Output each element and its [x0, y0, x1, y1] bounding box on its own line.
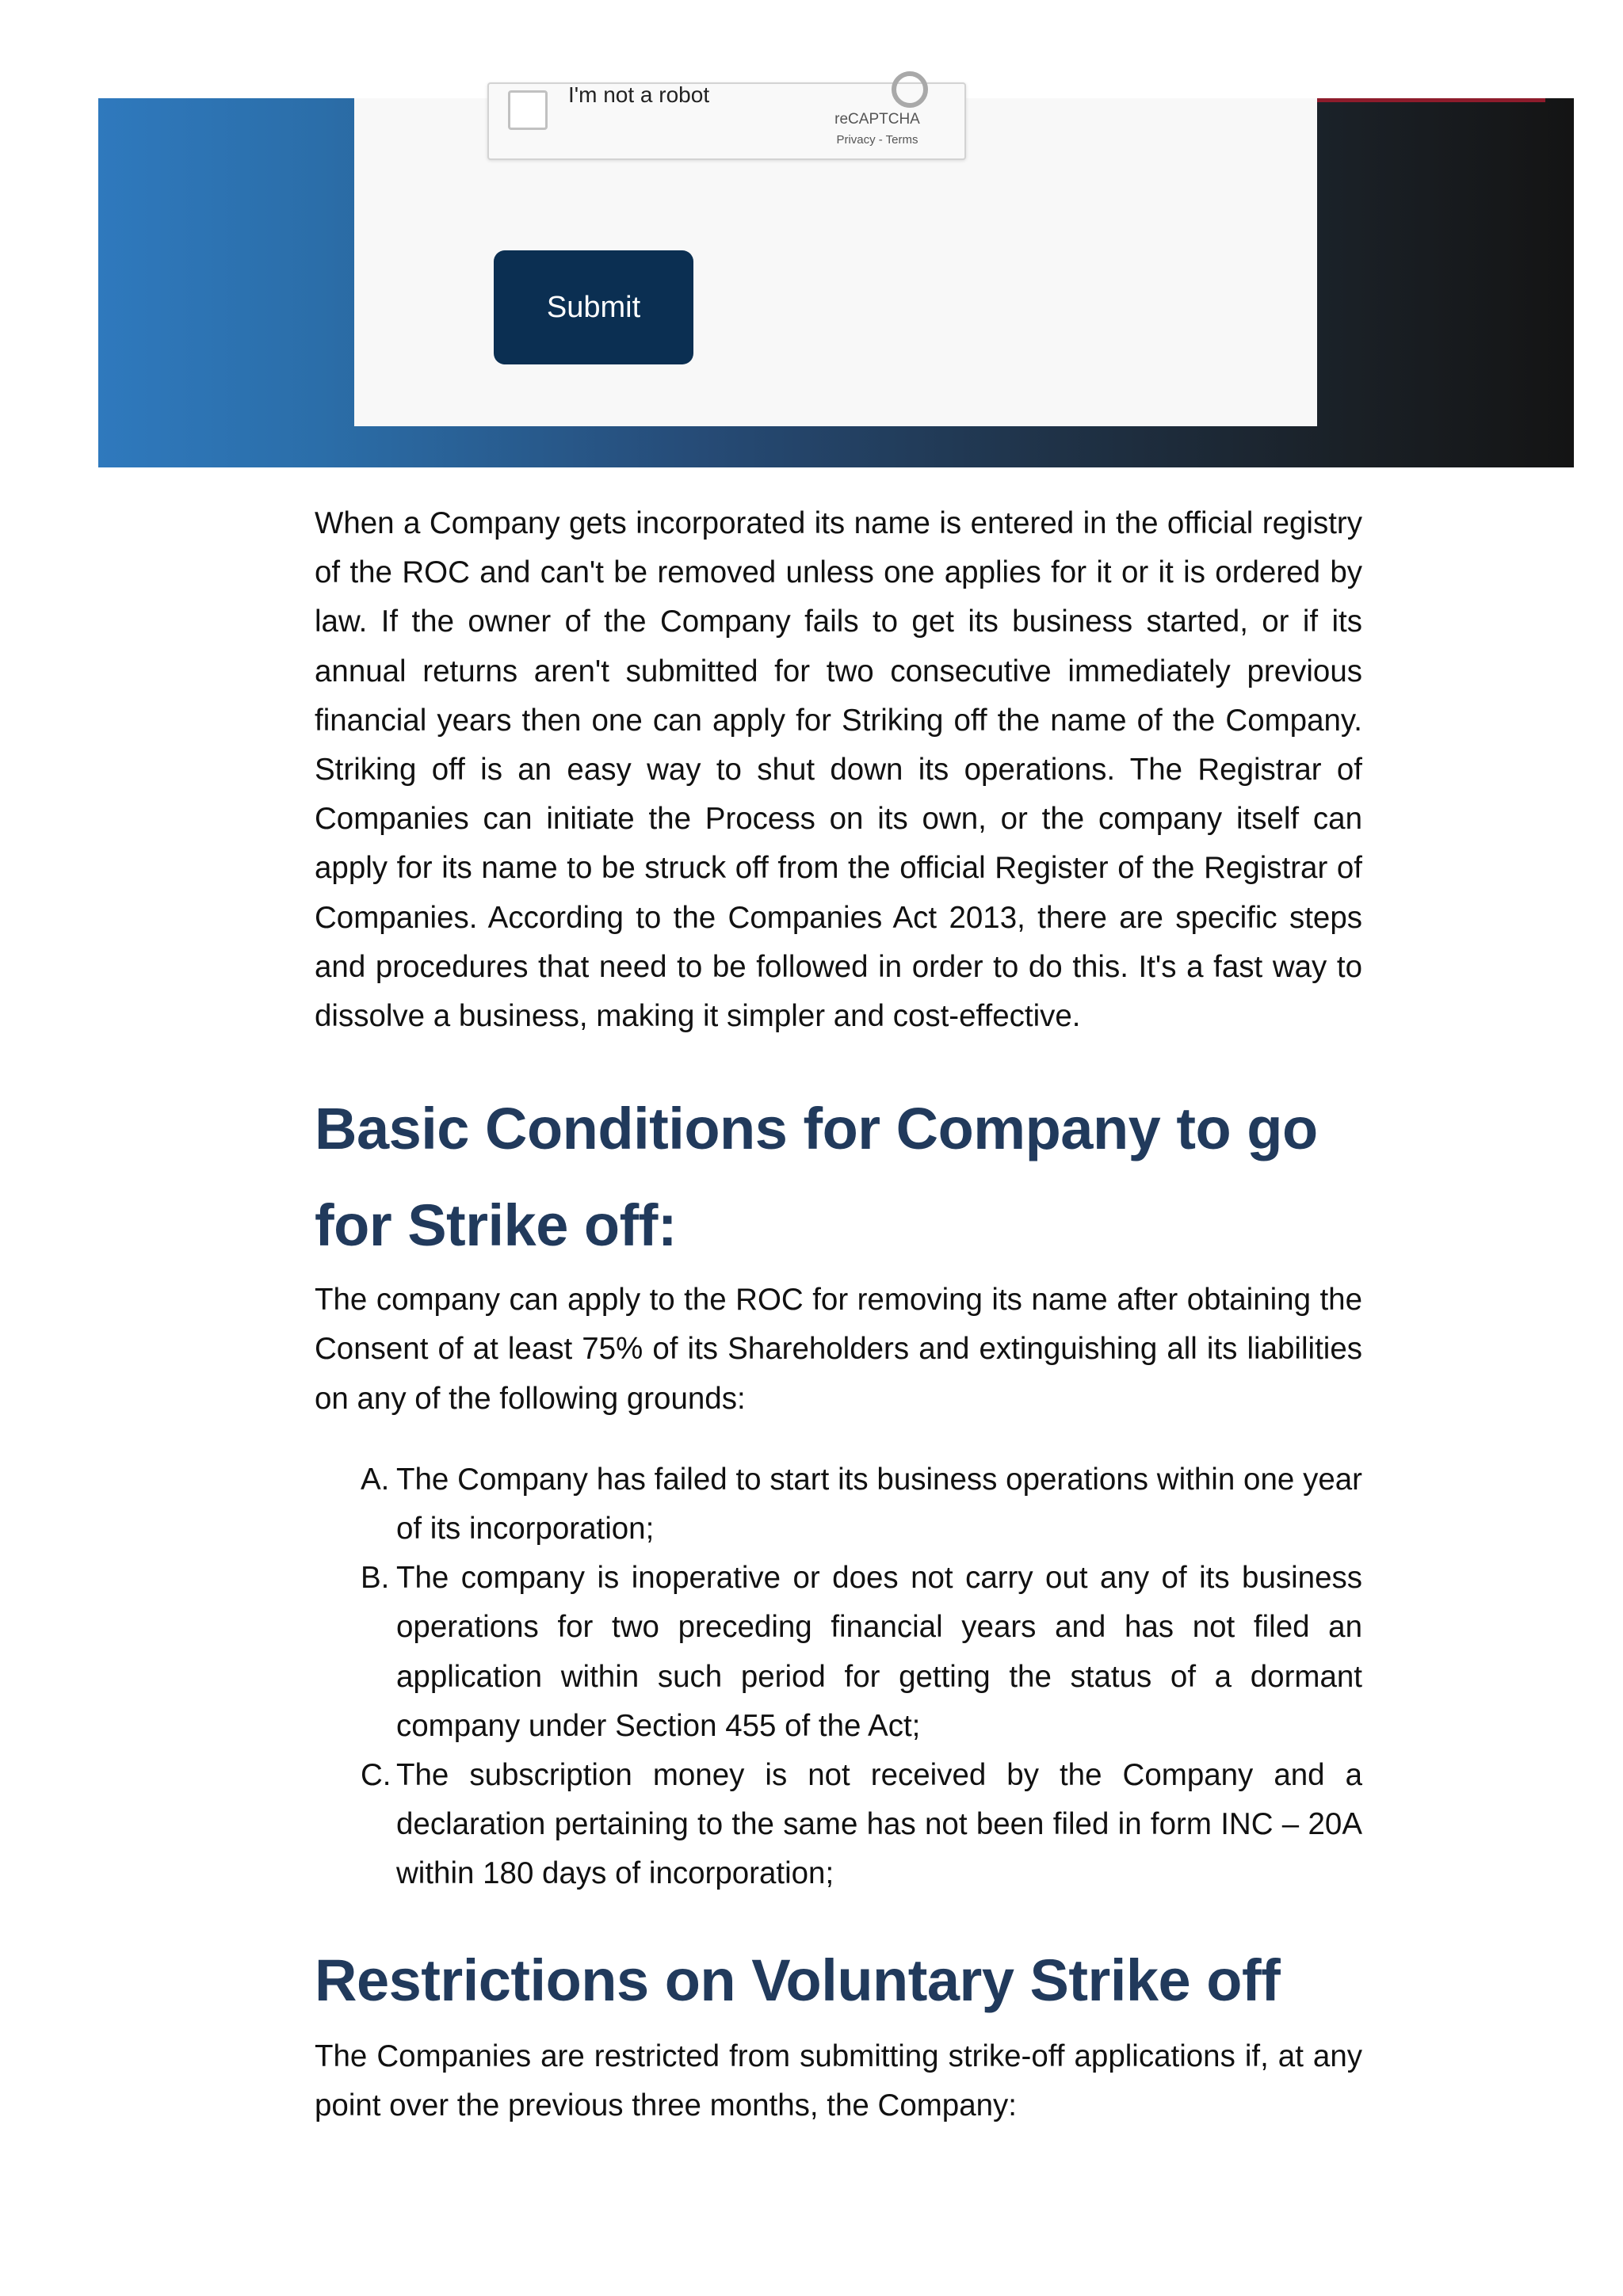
recaptcha-brand: reCAPTCHA: [834, 111, 920, 128]
grounds-list: [315, 1455, 1362, 1899]
intro-paragraph: When a Company gets incorporated its name is entered in the official registry of the ROC and can't be removed unless one applies for it or it is ordered by law. If the owner of the Company fails to get its business started, or if its annual returns aren't submitted for two consecutive immediately previous financial years then one can apply for Striking off the name of the Company. Striking off is an easy way to shut down its operations. The Registrar of Companies can initiate the Process on its own, or the company itself can apply for its name to be struck off from the official Register of the Registrar of Companies. According to the Companies Act 2013, there are specific steps and procedures that need to be followed in order to do this. It's a fast way to dissolve a business, making it simpler and cost-effective.: [315, 506, 1362, 1034]
submit-button[interactable]: Submit: [494, 250, 693, 364]
conditions-heading: Basic Conditions for Company to go for Strike off:: [315, 1096, 1318, 1259]
recaptcha-widget: [487, 82, 966, 160]
restrictions-heading: Restrictions on Voluntary Strike off: [315, 1947, 1281, 2013]
recaptcha-privacy-terms-links[interactable]: Privacy - Terms: [836, 133, 918, 147]
recaptcha-label: I'm not a robot: [568, 82, 710, 107]
list-item: [361, 1455, 1362, 1554]
recaptcha-logo-icon: [892, 71, 928, 108]
list-marker: A.: [361, 1462, 390, 1497]
list-item-text: The company is inoperative or does not carry out any of its business operations for two preceding financial years and has not filed an application within such period for getting the status of a dormant company under Section 455 of the Act;: [396, 1561, 1362, 1743]
list-marker: C.: [361, 1758, 391, 1793]
list-item: [361, 1554, 1362, 1751]
list-item: [361, 1751, 1362, 1899]
contact-form-banner: [98, 82, 1574, 467]
article-content: [315, 499, 1362, 2130]
recaptcha-checkbox[interactable]: [508, 90, 548, 130]
list-item-text: The Company has failed to start its business operations within one year of its incorporation;: [396, 1462, 1362, 1547]
list-item-text: The subscription money is not received by the Company and a declaration pertaining to the same has not been filed in form INC – 20A within 180 days of incorporation;: [396, 1758, 1362, 1891]
contact-form-card: [354, 82, 1317, 426]
conditions-intro-paragraph: The company can apply to the ROC for removing its name after obtaining the Consent of at least 75% of its Shareholders and extinguishing all its liabilities on any of the following grounds:: [315, 1283, 1362, 1416]
list-marker: B.: [361, 1561, 390, 1596]
restrictions-intro-paragraph: The Companies are restricted from submitting strike-off applications if, at any point over the previous three months, the Company:: [315, 2039, 1362, 2122]
